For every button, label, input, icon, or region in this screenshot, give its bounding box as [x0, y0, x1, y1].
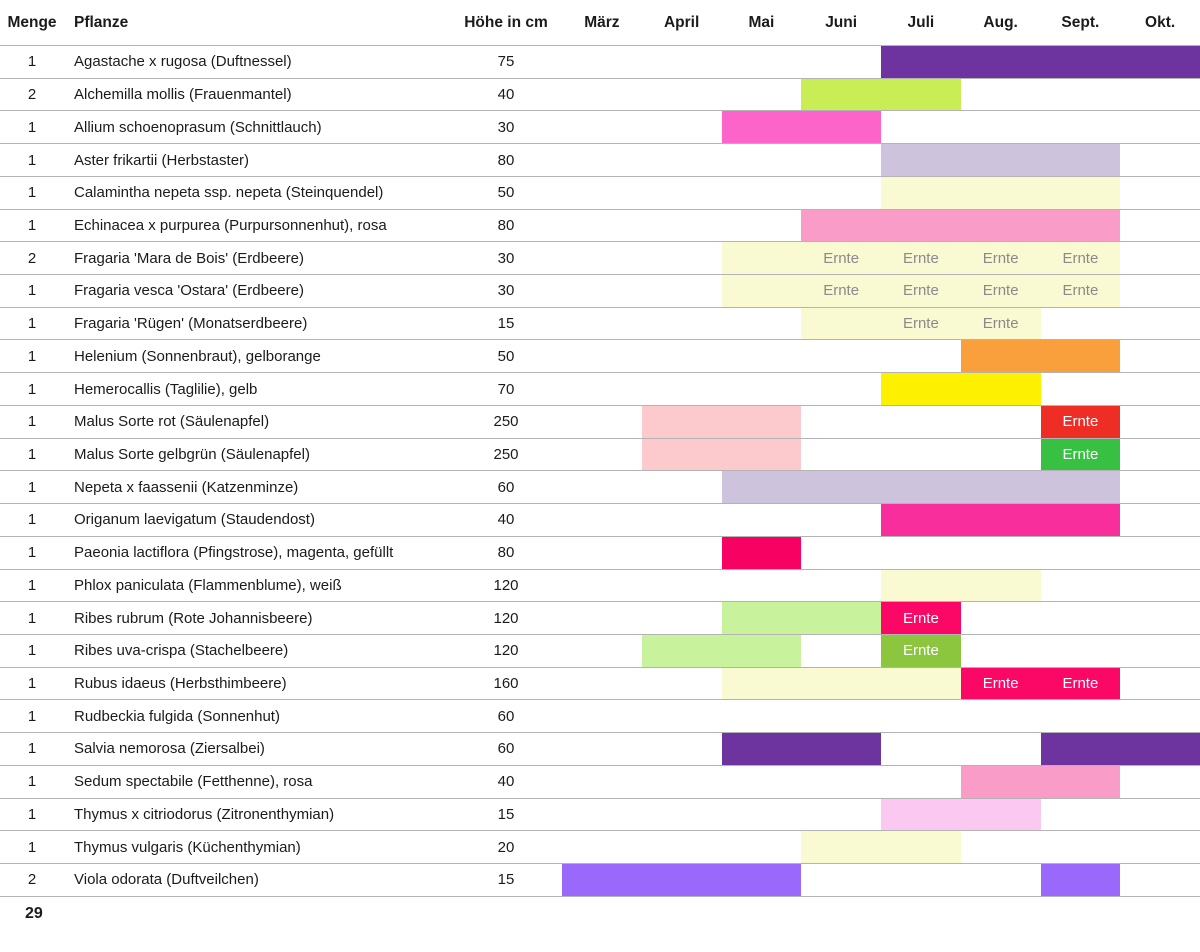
- bloom-bar: [801, 210, 1120, 242]
- calendar-cell: [562, 177, 1200, 209]
- harvest-label: Ernte: [1062, 282, 1099, 300]
- table-header-row: [0, 0, 1200, 46]
- quantity-value: 1: [27, 740, 37, 758]
- table-row: [0, 406, 1200, 439]
- quantity-value: 1: [27, 53, 37, 71]
- quantity-value: 2: [27, 86, 37, 104]
- plant-name: Salvia nemorosa (Ziersalbei): [74, 740, 265, 758]
- table-row: [0, 275, 1200, 308]
- height-value: 40: [497, 773, 515, 791]
- quantity-value: 1: [27, 544, 37, 562]
- height-value: 160: [493, 675, 519, 693]
- month-header-row: [562, 0, 1200, 45]
- quantity-value: 1: [27, 315, 37, 333]
- height-value: 15: [497, 315, 515, 333]
- bloom-bar: [881, 570, 1041, 602]
- height-value: 60: [497, 707, 515, 725]
- harvest-label: Ernte: [982, 675, 1019, 693]
- table-row: [0, 733, 1200, 766]
- harvest-label: Ernte: [823, 282, 860, 300]
- quantity-value: 1: [27, 511, 37, 529]
- table-row: [0, 439, 1200, 472]
- harvest-label: Ernte: [982, 282, 1019, 300]
- height-value: 120: [493, 576, 519, 594]
- table-row: [0, 602, 1200, 635]
- harvest-label: Ernte: [902, 315, 939, 333]
- quantity-value: 1: [27, 282, 37, 300]
- calendar-cell: [562, 439, 1200, 471]
- month-header: März: [584, 13, 620, 31]
- calendar-cell: [562, 831, 1200, 863]
- height-value: 250: [493, 413, 519, 431]
- height-value: 80: [497, 544, 515, 562]
- plant-name: Agastache x rugosa (Duftnessel): [74, 53, 292, 71]
- bloom-bar: [881, 799, 1041, 831]
- table-row: [0, 864, 1200, 897]
- month-header: Aug.: [983, 13, 1018, 31]
- month-header: Sept.: [1061, 13, 1100, 31]
- bloom-bar: [722, 602, 882, 634]
- bloom-bar: [722, 733, 882, 765]
- plant-name: Ribes uva-crispa (Stachelbeere): [74, 642, 289, 660]
- plant-name: Malus Sorte rot (Säulenapfel): [74, 413, 270, 431]
- plant-name: Rubus idaeus (Herbsthimbeere): [74, 675, 287, 693]
- bloom-bar: [1041, 864, 1121, 896]
- harvest-label: Ernte: [823, 249, 860, 267]
- plant-name: Malus Sorte gelbgrün (Säulenapfel): [74, 445, 310, 463]
- bloom-bar: [722, 471, 1121, 503]
- quantity-value: 1: [27, 838, 37, 856]
- table-row: [0, 340, 1200, 373]
- height-value: 20: [497, 838, 515, 856]
- plant-name: Aster frikartii (Herbstaster): [74, 151, 250, 169]
- bloom-bar: [642, 439, 802, 471]
- calendar-cell: [562, 602, 1200, 634]
- calendar-cell: [562, 570, 1200, 602]
- table-row: [0, 111, 1200, 144]
- table-row: [0, 373, 1200, 406]
- calendar-cell: [562, 537, 1200, 569]
- calendar-cell: [562, 406, 1200, 438]
- bloom-bar: [562, 864, 801, 896]
- bloom-bar: [722, 537, 802, 569]
- table-row: [0, 504, 1200, 537]
- table-row: [0, 46, 1200, 79]
- calendar-cell: [562, 308, 1200, 340]
- plant-name: Nepeta x faassenii (Katzenminze): [74, 478, 299, 496]
- height-value: 40: [497, 86, 515, 104]
- calendar-cell: [562, 635, 1200, 667]
- height-value: 75: [497, 53, 515, 71]
- table-row: [0, 799, 1200, 832]
- calendar-cell: [562, 242, 1200, 274]
- height-value: 80: [497, 151, 515, 169]
- bloom-bar: [961, 340, 1121, 372]
- col-header-pflanze: Pflanze: [74, 13, 129, 31]
- calendar-cell: [562, 766, 1200, 798]
- calendar-cell: [562, 504, 1200, 536]
- plant-name: Thymus x citriodorus (Zitronenthymian): [74, 805, 335, 823]
- table-row: [0, 308, 1200, 341]
- bloom-bar: [642, 635, 802, 667]
- month-header: Juli: [907, 13, 935, 31]
- col-header-menge: Menge: [7, 13, 57, 31]
- quantity-value: 2: [27, 871, 37, 889]
- plant-name: Allium schoenoprasum (Schnittlauch): [74, 118, 322, 136]
- quantity-value: 1: [27, 642, 37, 660]
- height-value: 50: [497, 184, 515, 202]
- plant-name: Fragaria 'Rügen' (Monatserdbeere): [74, 315, 308, 333]
- calendar-cell: [562, 144, 1200, 176]
- month-header: Okt.: [1145, 13, 1176, 31]
- calendar-cell: [562, 864, 1200, 896]
- table-row: [0, 635, 1200, 668]
- quantity-value: 1: [27, 805, 37, 823]
- plant-name: Echinacea x purpurea (Purpursonnenhut), rosa: [74, 216, 387, 234]
- page-number: 29: [25, 904, 43, 922]
- plant-name: Helenium (Sonnenbraut), gelborange: [74, 347, 321, 365]
- table-row: [0, 570, 1200, 603]
- quantity-value: 1: [27, 576, 37, 594]
- table-row: [0, 210, 1200, 243]
- calendar-cell: [562, 111, 1200, 143]
- height-value: 15: [497, 805, 515, 823]
- plant-name: Phlox paniculata (Flammenblume), weiß: [74, 576, 342, 594]
- plant-name: Thymus vulgaris (Küchenthymian): [74, 838, 301, 856]
- plant-name: Hemerocallis (Taglilie), gelb: [74, 380, 258, 398]
- plant-name: Alchemilla mollis (Frauenmantel): [74, 86, 292, 104]
- calendar-cell: [562, 46, 1200, 78]
- plant-name: Fragaria vesca 'Ostara' (Erdbeere): [74, 282, 304, 300]
- month-header: Juni: [825, 13, 858, 31]
- bloom-bar: [722, 668, 961, 700]
- quantity-value: 1: [27, 216, 37, 234]
- table-row: [0, 79, 1200, 112]
- height-value: 120: [493, 642, 519, 660]
- col-header-hoehe: Höhe in cm: [464, 13, 548, 31]
- bloom-bar: [801, 831, 961, 863]
- height-value: 70: [497, 380, 515, 398]
- harvest-label: Ernte: [902, 249, 939, 267]
- height-value: 60: [497, 478, 515, 496]
- quantity-value: 1: [27, 347, 37, 365]
- quantity-value: 1: [27, 118, 37, 136]
- height-value: 30: [497, 282, 515, 300]
- plant-name: Origanum laevigatum (Staudendost): [74, 511, 315, 529]
- table-row: [0, 668, 1200, 701]
- harvest-label: Ernte: [1062, 413, 1099, 431]
- bloom-bar: [881, 144, 1120, 176]
- harvest-label: Ernte: [1062, 249, 1099, 267]
- table-row: [0, 144, 1200, 177]
- quantity-value: 1: [27, 675, 37, 693]
- table-row: [0, 700, 1200, 733]
- quantity-value: 1: [27, 707, 37, 725]
- harvest-label: Ernte: [982, 315, 1019, 333]
- quantity-value: 1: [27, 380, 37, 398]
- plant-name: Rudbeckia fulgida (Sonnenhut): [74, 707, 280, 725]
- quantity-value: 2: [27, 249, 37, 267]
- calendar-cell: [562, 340, 1200, 372]
- calendar-cell: [562, 373, 1200, 405]
- quantity-value: 1: [27, 184, 37, 202]
- calendar-cell: [562, 210, 1200, 242]
- table-row: [0, 537, 1200, 570]
- quantity-value: 1: [27, 478, 37, 496]
- plant-table-body: [0, 46, 1200, 897]
- height-value: 250: [493, 445, 519, 463]
- table-row: [0, 177, 1200, 210]
- quantity-value: 1: [27, 609, 37, 627]
- plant-name: Ribes rubrum (Rote Johannisbeere): [74, 609, 313, 627]
- height-value: 40: [497, 511, 515, 529]
- bloom-bar: [642, 406, 802, 438]
- calendar-cell: [562, 275, 1200, 307]
- height-value: 30: [497, 249, 515, 267]
- bloom-bar: [881, 46, 1200, 78]
- bloom-bar: [881, 373, 1041, 405]
- plant-name: Paeonia lactiflora (Pfingstrose), magenta, gefüllt: [74, 544, 394, 562]
- harvest-label: Ernte: [902, 642, 939, 660]
- calendar-cell: [562, 733, 1200, 765]
- height-value: 15: [497, 871, 515, 889]
- quantity-value: 1: [27, 151, 37, 169]
- harvest-label: Ernte: [1062, 445, 1099, 463]
- month-header: Mai: [748, 13, 775, 31]
- height-value: 30: [497, 118, 515, 136]
- harvest-label: Ernte: [982, 249, 1019, 267]
- calendar-cell: [562, 471, 1200, 503]
- calendar-cell: [562, 79, 1200, 111]
- plant-name: Sedum spectabile (Fetthenne), rosa: [74, 773, 313, 791]
- bloom-bar: [801, 79, 961, 111]
- plant-name: Fragaria 'Mara de Bois' (Erdbeere): [74, 249, 304, 267]
- height-value: 50: [497, 347, 515, 365]
- calendar-cell: [562, 799, 1200, 831]
- table-row: [0, 471, 1200, 504]
- plant-name: Calamintha nepeta ssp. nepeta (Steinquendel): [74, 184, 384, 202]
- table-row: [0, 242, 1200, 275]
- bloom-bar: [881, 504, 1120, 536]
- quantity-value: 1: [27, 445, 37, 463]
- height-value: 60: [497, 740, 515, 758]
- table-row: [0, 831, 1200, 864]
- height-value: 120: [493, 609, 519, 627]
- bloom-bar: [881, 177, 1120, 209]
- bloom-bar: [961, 766, 1121, 798]
- plant-name: Viola odorata (Duftveilchen): [74, 871, 259, 889]
- harvest-label: Ernte: [1062, 675, 1099, 693]
- calendar-cell: [562, 668, 1200, 700]
- height-value: 80: [497, 216, 515, 234]
- quantity-value: 1: [27, 773, 37, 791]
- month-header: April: [663, 13, 700, 31]
- calendar-cell: [562, 700, 1200, 732]
- harvest-label: Ernte: [902, 282, 939, 300]
- harvest-label: Ernte: [902, 609, 939, 627]
- quantity-value: 1: [27, 413, 37, 431]
- bloom-bar: [722, 111, 882, 143]
- bloom-bar: [1041, 733, 1200, 765]
- table-row: [0, 766, 1200, 799]
